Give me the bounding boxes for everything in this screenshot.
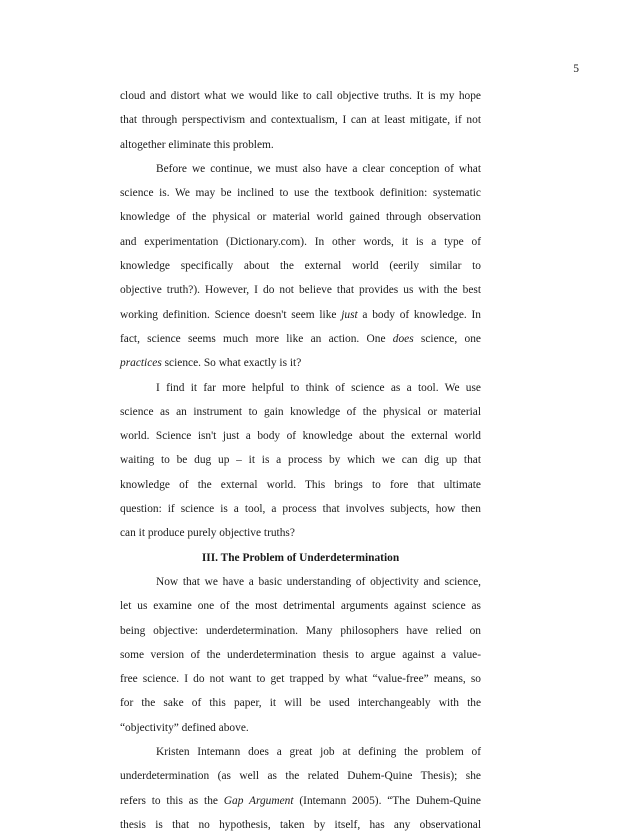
- text-run: science, one: [413, 332, 481, 345]
- text-line: science is. We may be inclined to use the textbook definition: systematic: [120, 187, 481, 200]
- text-line: science as an instrument to gain knowledge of the physical or material: [120, 405, 481, 418]
- text-line: free science. I do not want to get trapped by what “value-free” means, so: [120, 673, 481, 686]
- text-line: knowledge of the physical or material world gained through observation: [120, 211, 481, 224]
- paragraph-2: [120, 157, 481, 376]
- text-run: fact, science seems much more like an action. One: [120, 332, 393, 345]
- text-line: Now that we have a basic understanding of objectivity and science,: [156, 575, 481, 588]
- text-line: waiting to be dug up – it is a process by which we can dig up that: [120, 454, 481, 467]
- text-run: (Intemann 2005). “The Duhem-Quine: [293, 794, 481, 807]
- text-line: and experimentation (Dictionary.com). In other words, it is a type of: [120, 235, 481, 248]
- paragraph-3: [120, 376, 481, 546]
- text-line: Before we continue, we must also have a clear conception of what: [156, 162, 481, 175]
- body-text: [120, 84, 481, 837]
- text-line: [120, 327, 481, 351]
- emphasis-text: practices: [120, 357, 162, 370]
- paragraph-5: [120, 740, 481, 837]
- text-line: knowledge specifically about the external world (eerily similar to: [120, 260, 481, 273]
- text-line: knowledge of the external world. This brings to fore that ultimate: [120, 478, 481, 491]
- text-line: thesis is that no hypothesis, taken by itself, has any observational: [120, 818, 481, 831]
- text-line: let us examine one of the most detrimental arguments against science as: [120, 600, 481, 613]
- text-run: refers to this as the: [120, 794, 224, 807]
- text-line: question: if science is a tool, a process that involves subjects, how then: [120, 503, 481, 516]
- text-line: [120, 351, 481, 375]
- text-line: underdetermination (as well as the related Duhem-Quine Thesis); she: [120, 770, 481, 783]
- text-line: cloud and distort what we would like to call objective truths. It is my hope: [120, 90, 481, 102]
- paragraph-4: [120, 570, 481, 740]
- text-line: that through perspectivism and contextualism, I can at least mitigate, if not: [120, 114, 481, 127]
- emphasis-text: does: [392, 332, 414, 345]
- text-line: objective truth?). However, I do not believe that provides us with the best: [120, 284, 481, 297]
- emphasis-text: Gap Argument: [223, 794, 294, 807]
- paragraph-1: [120, 84, 481, 157]
- emphasis-text: just: [341, 308, 358, 321]
- section-heading: III. The Problem of Underdetermination: [201, 551, 400, 564]
- text-run: science. So what exactly is it?: [161, 357, 302, 370]
- text-line: [120, 303, 481, 327]
- page-number: 5: [573, 63, 579, 75]
- text-line: altogether eliminate this problem.: [120, 138, 274, 151]
- text-run: a body of knowledge. In: [357, 308, 481, 321]
- text-line: “objectivity” defined above.: [120, 721, 249, 734]
- text-run: working definition. Science doesn't seem like: [120, 308, 342, 321]
- text-line: [120, 789, 481, 813]
- text-line: some version of the underdetermination thesis to argue against a value-: [120, 648, 481, 661]
- text-line: Kristen Intemann does a great job at defining the problem of: [156, 746, 481, 759]
- text-line: I find it far more helpful to think of science as a tool. We use: [156, 381, 481, 394]
- text-line: can it produce purely objective truths?: [120, 527, 295, 540]
- text-line: for the sake of this paper, it will be used interchangeably with the: [120, 697, 481, 710]
- text-line: world. Science isn't just a body of knowledge about the external world: [120, 430, 481, 443]
- text-line: being objective: underdetermination. Many philosophers have relied on: [120, 624, 481, 637]
